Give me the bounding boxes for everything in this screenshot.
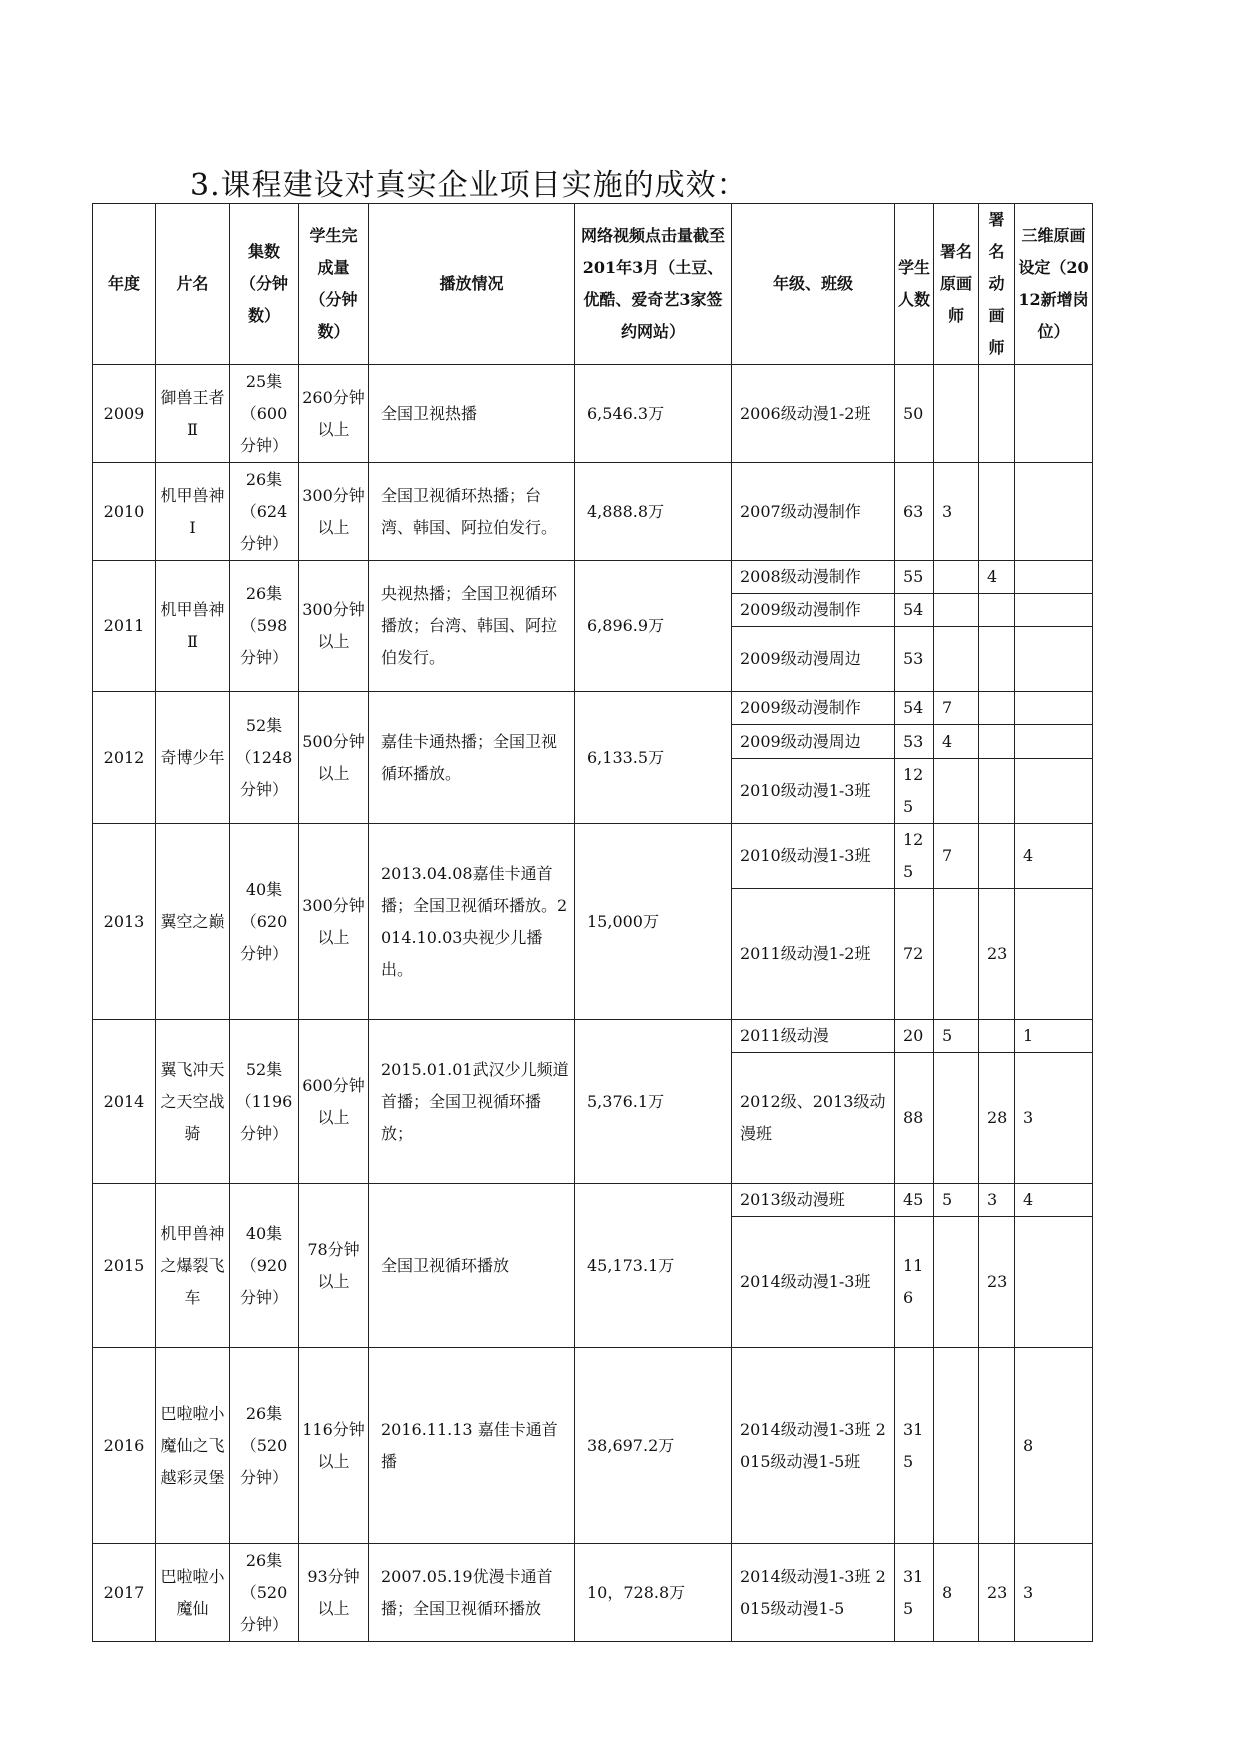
cell-animators — [979, 463, 1015, 561]
cell-name: 机甲兽神之爆裂飞车 — [156, 1184, 230, 1348]
cell-key-animators: 7 — [934, 824, 979, 889]
cell-3d-setting — [1015, 759, 1093, 824]
cell-class: 2012级、2013级动漫班 — [732, 1053, 895, 1184]
cell-output: 78分钟以上 — [299, 1184, 369, 1348]
cell-views: 5,376.1万 — [575, 1020, 732, 1184]
cell-3d-setting — [1015, 692, 1093, 725]
cell-3d-setting: 8 — [1015, 1348, 1093, 1544]
cell-broadcast: 2016.11.13 嘉佳卡通首播 — [369, 1348, 575, 1544]
cell-students: 72 — [895, 889, 934, 1020]
cell-students: 45 — [895, 1184, 934, 1217]
table-row — [93, 824, 1093, 889]
cell-3d-setting — [1015, 627, 1093, 692]
cell-name: 奇博少年 — [156, 692, 230, 824]
cell-students: 63 — [895, 463, 934, 561]
cell-key-animators — [934, 1053, 979, 1184]
cell-3d-setting: 4 — [1015, 1184, 1093, 1217]
cell-class: 2008级动漫制作 — [732, 561, 895, 594]
cell-output: 600分钟 以上 — [299, 1020, 369, 1184]
cell-episodes: 40集（920分钟） — [230, 1184, 299, 1348]
cell-views: 45,173.1万 — [575, 1184, 732, 1348]
cell-key-animators — [934, 889, 979, 1020]
table-row — [93, 561, 1093, 594]
section-title: 3.课程建设对真实企业项目实施的成效： — [190, 168, 748, 203]
cell-year: 2015 — [93, 1184, 156, 1348]
cell-3d-setting: 3 — [1015, 1544, 1093, 1642]
cell-broadcast: 央视热播；全国卫视循环播放；台湾、韩国、阿拉伯发行。 — [369, 561, 575, 692]
cell-class: 2009级动漫制作 — [732, 692, 895, 725]
cell-episodes: 52集（1196分钟） — [230, 1020, 299, 1184]
cell-class: 2009级动漫周边 — [732, 627, 895, 692]
cell-year: 2017 — [93, 1544, 156, 1642]
header-animators: 署名动画师 — [979, 204, 1015, 365]
cell-animators — [979, 725, 1015, 759]
cell-animators: 28 — [979, 1053, 1015, 1184]
cell-3d-setting — [1015, 725, 1093, 759]
cell-key-animators — [934, 1217, 979, 1348]
cell-views: 38,697.2万 — [575, 1348, 732, 1544]
cell-output: 500分钟 以上 — [299, 692, 369, 824]
cell-class: 2011级动漫1-2班 — [732, 889, 895, 1020]
cell-episodes: 26集（598分钟） — [230, 561, 299, 692]
cell-views: 4,888.8万 — [575, 463, 732, 561]
cell-episodes: 26集（624分钟） — [230, 463, 299, 561]
cell-class: 2010级动漫1-3班 — [732, 824, 895, 889]
cell-key-animators: 5 — [934, 1020, 979, 1053]
cell-output: 300分钟 以上 — [299, 561, 369, 692]
table-row — [93, 1544, 1093, 1642]
cell-3d-setting — [1015, 365, 1093, 463]
cell-3d-setting — [1015, 1217, 1093, 1348]
cell-3d-setting — [1015, 561, 1093, 594]
cell-students: 116 — [895, 1217, 934, 1348]
cell-3d-setting — [1015, 594, 1093, 627]
cell-students: 88 — [895, 1053, 934, 1184]
cell-key-animators: 4 — [934, 725, 979, 759]
cell-students: 125 — [895, 759, 934, 824]
cell-output: 300分钟 以上 — [299, 824, 369, 1020]
cell-name: 御兽王者Ⅱ — [156, 365, 230, 463]
cell-key-animators — [934, 561, 979, 594]
cell-year: 2013 — [93, 824, 156, 1020]
cell-year: 2011 — [93, 561, 156, 692]
cell-class: 2010级动漫1-3班 — [732, 759, 895, 824]
cell-key-animators: 5 — [934, 1184, 979, 1217]
cell-views: 6,133.5万 — [575, 692, 732, 824]
table-row — [93, 463, 1093, 561]
cell-year: 2009 — [93, 365, 156, 463]
cell-students: 54 — [895, 692, 934, 725]
cell-students: 50 — [895, 365, 934, 463]
cell-class: 2014级动漫1-3班 2015级动漫1-5 — [732, 1544, 895, 1642]
header-broadcast: 播放情况 — [369, 204, 575, 365]
cell-animators: 23 — [979, 1544, 1015, 1642]
cell-students: 125 — [895, 824, 934, 889]
cell-key-animators: 3 — [934, 463, 979, 561]
cell-class: 2013级动漫班 — [732, 1184, 895, 1217]
cell-year: 2010 — [93, 463, 156, 561]
cell-views: 15,000万 — [575, 824, 732, 1020]
cell-animators — [979, 365, 1015, 463]
cell-name: 巴啦啦小魔仙之飞越彩灵堡 — [156, 1348, 230, 1544]
cell-name: 巴啦啦小魔仙 — [156, 1544, 230, 1642]
cell-class: 2014级动漫1-3班 — [732, 1217, 895, 1348]
cell-3d-setting — [1015, 463, 1093, 561]
cell-broadcast: 全国卫视循环播放 — [369, 1184, 575, 1348]
cell-3d-setting: 1 — [1015, 1020, 1093, 1053]
header-3d-setting: 三维原画设定（2012新增岗位） — [1015, 204, 1093, 365]
cell-students: 53 — [895, 627, 934, 692]
cell-year: 2014 — [93, 1020, 156, 1184]
cell-class: 2009级动漫制作 — [732, 594, 895, 627]
cell-output: 260分钟 以上 — [299, 365, 369, 463]
cell-episodes: 26集（520分钟） — [230, 1348, 299, 1544]
cell-key-animators — [934, 594, 979, 627]
cell-name: 机甲兽神Ⅰ — [156, 463, 230, 561]
cell-students: 54 — [895, 594, 934, 627]
cell-year: 2012 — [93, 692, 156, 824]
cell-class: 2009级动漫周边 — [732, 725, 895, 759]
header-name: 片名 — [156, 204, 230, 365]
cell-animators — [979, 824, 1015, 889]
cell-animators — [979, 1020, 1015, 1053]
cell-episodes: 52集（1248分钟） — [230, 692, 299, 824]
cell-class: 2006级动漫1-2班 — [732, 365, 895, 463]
cell-3d-setting: 4 — [1015, 824, 1093, 889]
cell-episodes: 25集（600分钟） — [230, 365, 299, 463]
cell-students: 53 — [895, 725, 934, 759]
cell-animators — [979, 759, 1015, 824]
cell-animators — [979, 692, 1015, 725]
cell-class: 2007级动漫制作 — [732, 463, 895, 561]
cell-broadcast: 嘉佳卡通热播；全国卫视循环播放。 — [369, 692, 575, 824]
header-year: 年度 — [93, 204, 156, 365]
cell-name: 机甲兽神Ⅱ — [156, 561, 230, 692]
cell-animators: 23 — [979, 1217, 1015, 1348]
header-student-output: 学生完成量（分钟数） — [299, 204, 369, 365]
cell-views: 6,546.3万 — [575, 365, 732, 463]
project-results-table — [92, 203, 1093, 1642]
cell-students: 315 — [895, 1348, 934, 1544]
table-header-row — [93, 204, 1093, 365]
header-key-animators: 署名原画师 — [934, 204, 979, 365]
cell-broadcast: 全国卫视循环热播；台湾、韩国、阿拉伯发行。 — [369, 463, 575, 561]
cell-3d-setting: 3 — [1015, 1053, 1093, 1184]
cell-animators: 4 — [979, 561, 1015, 594]
cell-name: 翼飞冲天之天空战骑 — [156, 1020, 230, 1184]
cell-students: 20 — [895, 1020, 934, 1053]
cell-key-animators: 7 — [934, 692, 979, 725]
table-row — [93, 365, 1093, 463]
cell-3d-setting — [1015, 889, 1093, 1020]
table-row — [93, 1020, 1093, 1053]
table-row — [93, 1348, 1093, 1544]
cell-animators — [979, 594, 1015, 627]
cell-episodes: 40集（620分钟） — [230, 824, 299, 1020]
cell-animators — [979, 627, 1015, 692]
cell-views: 10，728.8万 — [575, 1544, 732, 1642]
cell-students: 315 — [895, 1544, 934, 1642]
cell-broadcast: 2007.05.19优漫卡通首播；全国卫视循环播放 — [369, 1544, 575, 1642]
cell-key-animators — [934, 1348, 979, 1544]
header-views: 网络视频点击量截至201年3月（土豆、优酷、爱奇艺3家签约网站） — [575, 204, 732, 365]
cell-animators: 3 — [979, 1184, 1015, 1217]
cell-key-animators — [934, 365, 979, 463]
cell-views: 6,896.9万 — [575, 561, 732, 692]
cell-output: 93分钟 以上 — [299, 1544, 369, 1642]
cell-key-animators — [934, 627, 979, 692]
cell-class: 2014级动漫1-3班 2015级动漫1-5班 — [732, 1348, 895, 1544]
header-episodes: 集数（分钟数） — [230, 204, 299, 365]
table-row — [93, 692, 1093, 725]
cell-key-animators — [934, 759, 979, 824]
header-students: 学生人数 — [895, 204, 934, 365]
table-row — [93, 1184, 1093, 1217]
cell-broadcast: 2015.01.01武汉少儿频道首播；全国卫视循环播放； — [369, 1020, 575, 1184]
cell-animators: 23 — [979, 889, 1015, 1020]
cell-key-animators: 8 — [934, 1544, 979, 1642]
cell-episodes: 26集（520分钟） — [230, 1544, 299, 1642]
cell-class: 2011级动漫 — [732, 1020, 895, 1053]
cell-year: 2016 — [93, 1348, 156, 1544]
cell-output: 300分钟 以上 — [299, 463, 369, 561]
cell-students: 55 — [895, 561, 934, 594]
header-class: 年级、班级 — [732, 204, 895, 365]
cell-broadcast: 2013.04.08嘉佳卡通首播；全国卫视循环播放。2014.10.03央视少儿播出。 — [369, 824, 575, 1020]
cell-broadcast: 全国卫视热播 — [369, 365, 575, 463]
cell-animators — [979, 1348, 1015, 1544]
cell-output: 116分钟 以上 — [299, 1348, 369, 1544]
cell-name: 翼空之巅 — [156, 824, 230, 1020]
